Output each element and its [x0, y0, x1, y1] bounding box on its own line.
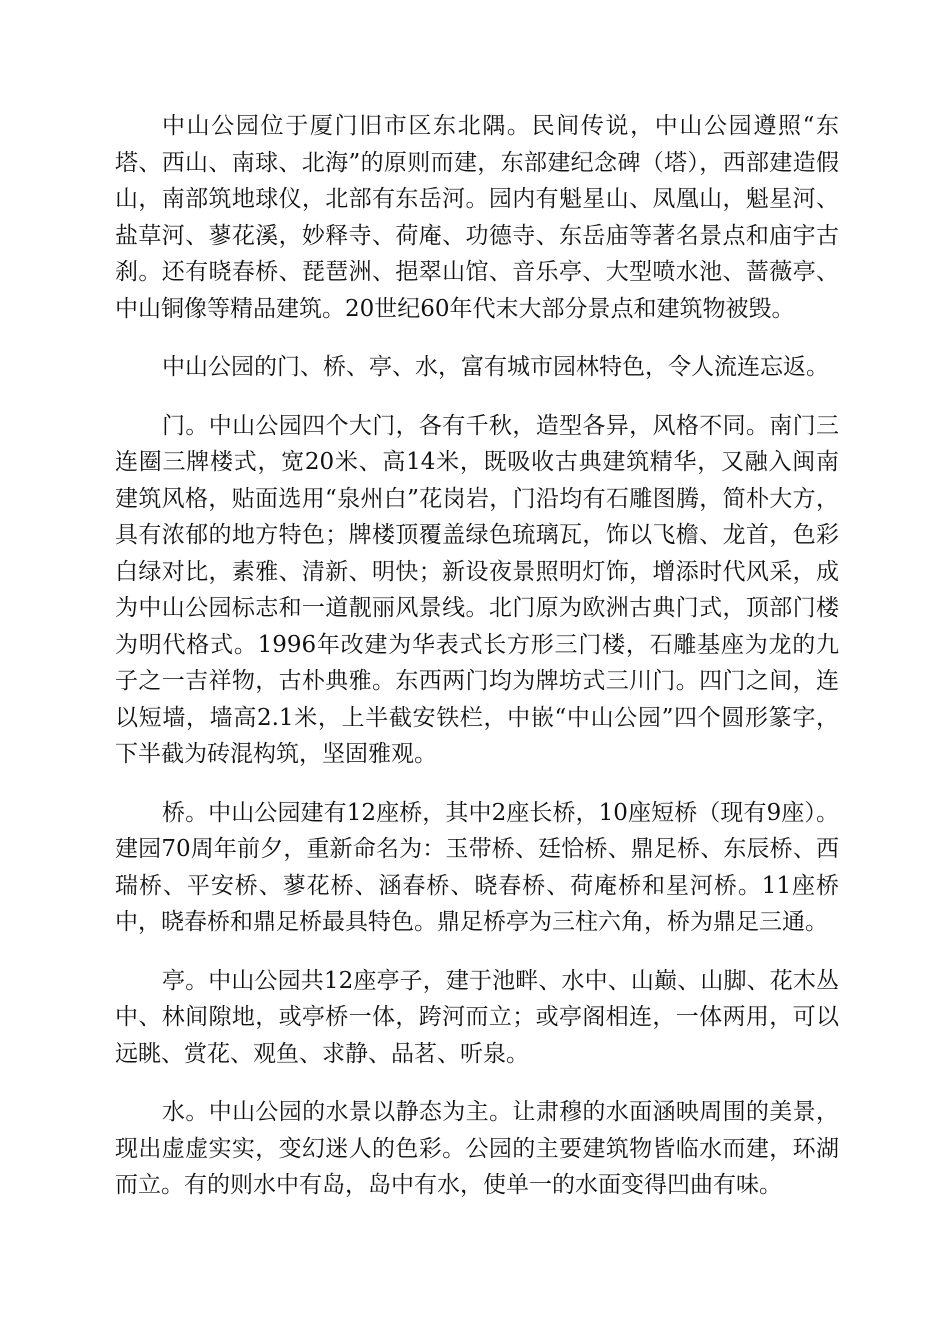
- paragraph-bridges: 桥。中山公园建有12座桥，其中2座长桥，10座短桥（现有9座）。建园70周年前夕，重新命名为：玉带桥、廷恰桥、鼎足桥、东辰桥、西瑞桥、平安桥、蓼花桥、涵春桥、晓春桥、荷庵桥和星河桥。11座桥中，晓春桥和鼎足桥最具特色。鼎足桥亭为三柱六角，桥为鼎足三通。: [115, 799, 839, 935]
- document-body: [115, 108, 839, 1226]
- paragraph-summary: 中山公园的门、桥、亭、水，富有城市园林特色，令人流连忘返。: [162, 354, 829, 380]
- paragraph-intro: 中山公园位于厦门旧市区东北隅。民间传说，中山公园遵照“东塔、西山、南球、北海”的原则而建，东部建纪念碑（塔），西部建造假山，南部筑地球仪，北部有东岳河。园内有魁星山、凤凰山，魁星河、盐草河、蓼花溪，妙释寺、荷庵、功德寺、东岳庙等著名景点和庙宇古刹。还有晓春桥、琵琶洲、挹翠山馆、音乐亭、大型喷水池、蔷薇亭、中山铜像等精品建筑。20世纪60年代末大部分景点和建筑物被毁。: [115, 113, 839, 322]
- paragraph-pavilions: 亭。中山公园共12座亭子，建于池畔、水中、山巅、山脚、花木丛中、林间隙地，或亭桥一体，跨河而立；或亭阁相连，一体两用，可以远眺、赏花、观鱼、求静、品茗、听泉。: [115, 967, 839, 1067]
- paragraph-gates: 门。中山公园四个大门，各有千秋，造型各异，风格不同。南门三连圈三牌楼式，宽20米、高14米，既吸收古典建筑精华，又融入闽南建筑风格，贴面选用“泉州白”花岗岩，门沿均有石雕图腾，简朴大方，具有浓郁的地方特色；牌楼顶覆盖绿色琉璃瓦，饰以飞檐、龙首，色彩白绿对比，素雅、清新、明快；新设夜景照明灯饰，增添时代风采，成为中山公园标志和一道靓丽风景线。北门原为欧洲古典门式，顶部门楼为明代格式。1996年改建为华表式长方形三门楼，石雕基座为龙的九子之一吉祥物，古朴典雅。东西两门均为牌坊式三川门。四门之间，连以短墙，墙高2.1米，上半截安铁栏，中嵌“中山公园”四个圆形篆字，下半截为砖混构筑，坚固雅观。: [115, 412, 839, 767]
- paragraph-water: 水。中山公园的水景以静态为主。让肃穆的水面涵映周围的美景，现出虚虚实实，变幻迷人的色彩。公园的主要建筑物皆临水而建，环湖而立。有的则水中有岛，岛中有水，使单一的水面变得凹曲有味。: [115, 1099, 839, 1198]
